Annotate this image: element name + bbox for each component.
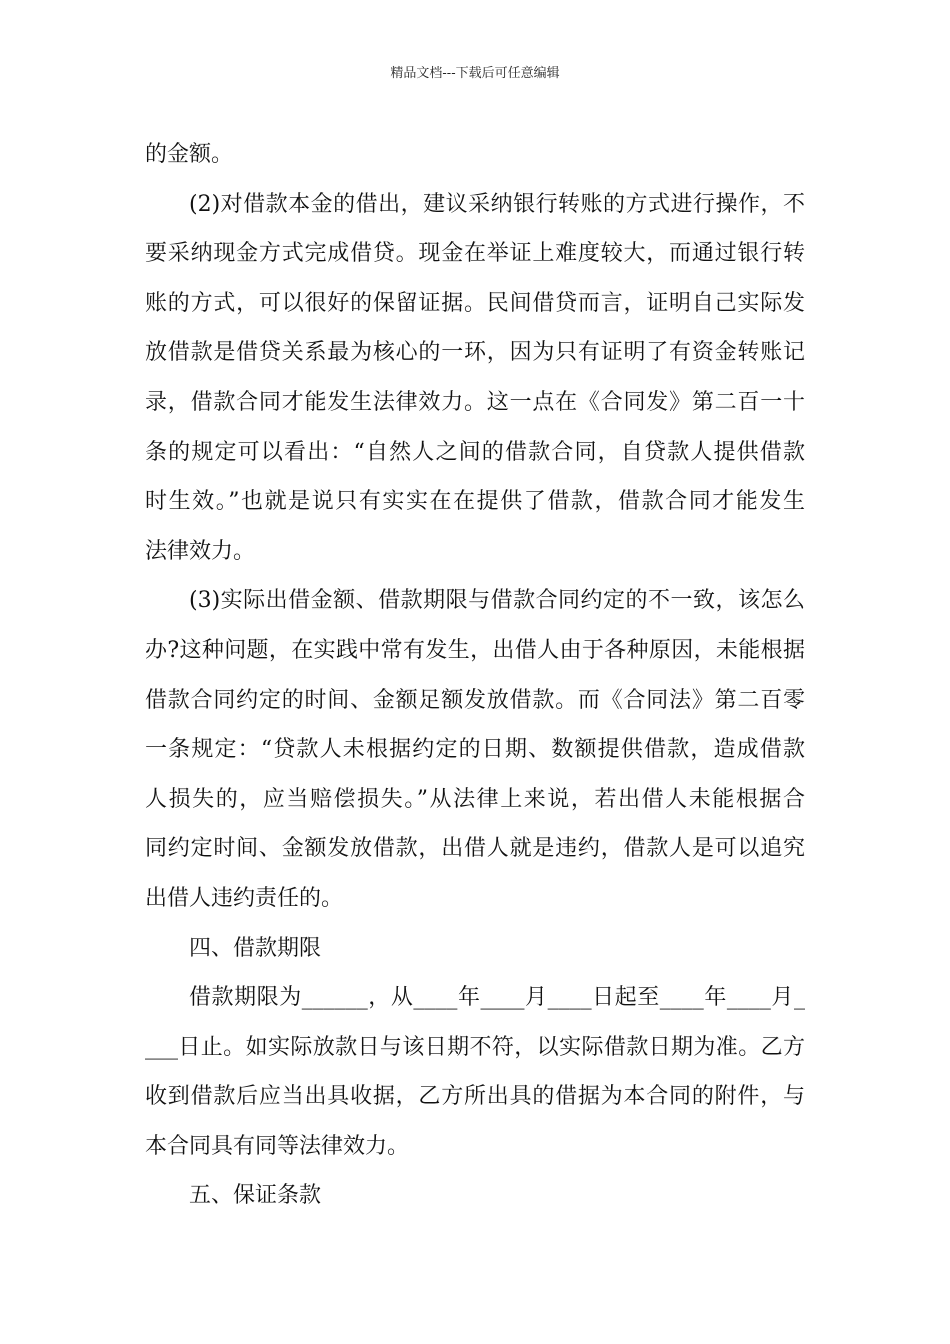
document-body (145, 130, 805, 1221)
text-line: 借款合同约定的时间、金额足额发放借款。而《合同法》第二百零 (145, 687, 805, 713)
text-line: ___日止。如实际放款日与该日期不符，以实际借款日期为准。乙方 (145, 1034, 805, 1060)
page-header: 精品文档---下载后可任意编辑 (390, 66, 560, 81)
section-heading: 四、借款期限 (189, 935, 322, 961)
text-line: 本合同具有同等法律效力。 (145, 1133, 410, 1159)
text-line: 要采纳现金方式完成借贷。现金在举证上难度较大，而通过银行转 (145, 241, 805, 267)
text-line: 法律效力。 (145, 538, 256, 564)
text-line: 借款期限为______，从____年____月____日起至____年____月_ (189, 985, 805, 1011)
text-line: 收到借款后应当出具收据，乙方所出具的借据为本合同的附件，与 (145, 1084, 805, 1110)
text-line: 条的规定可以看出：“自然人之间的借款合同，自贷款人提供借款 (145, 439, 805, 465)
text-line: (2)对借款本金的借出，建议采纳银行转账的方式进行操作，不 (189, 191, 805, 217)
section-heading: 五、保证条款 (189, 1183, 322, 1209)
text-line: (3)实际出借金额、借款期限与借款合同约定的不一致，该怎么 (189, 588, 805, 614)
text-line: 人损失的，应当赔偿损失。”从法律上来说，若出借人未能根据合 (145, 786, 805, 812)
text-line: 的金额。 (145, 142, 234, 167)
text-line: 同约定时间、金额发放借款，出借人就是违约，借款人是可以追究 (145, 836, 805, 862)
text-line: 出借人违约责任的。 (145, 885, 344, 911)
text-line: 账的方式，可以很好的保留证据。民间借贷而言，证明自己实际发 (145, 290, 805, 316)
text-line: 办?这种问题，在实践中常有发生，出借人由于各种原因，未能根据 (145, 637, 805, 663)
text-line: 放借款是借贷关系最为核心的一环，因为只有证明了有资金转账记 (145, 340, 805, 366)
text-line: 时生效。”也就是说只有实实在在提供了借款，借款合同才能发生 (145, 489, 805, 515)
text-line: 一条规定：“贷款人未根据约定的日期、数额提供借款，造成借款 (145, 737, 805, 763)
text-line: 录，借款合同才能发生法律效力。这一点在《合同发》第二百一十 (145, 389, 805, 415)
